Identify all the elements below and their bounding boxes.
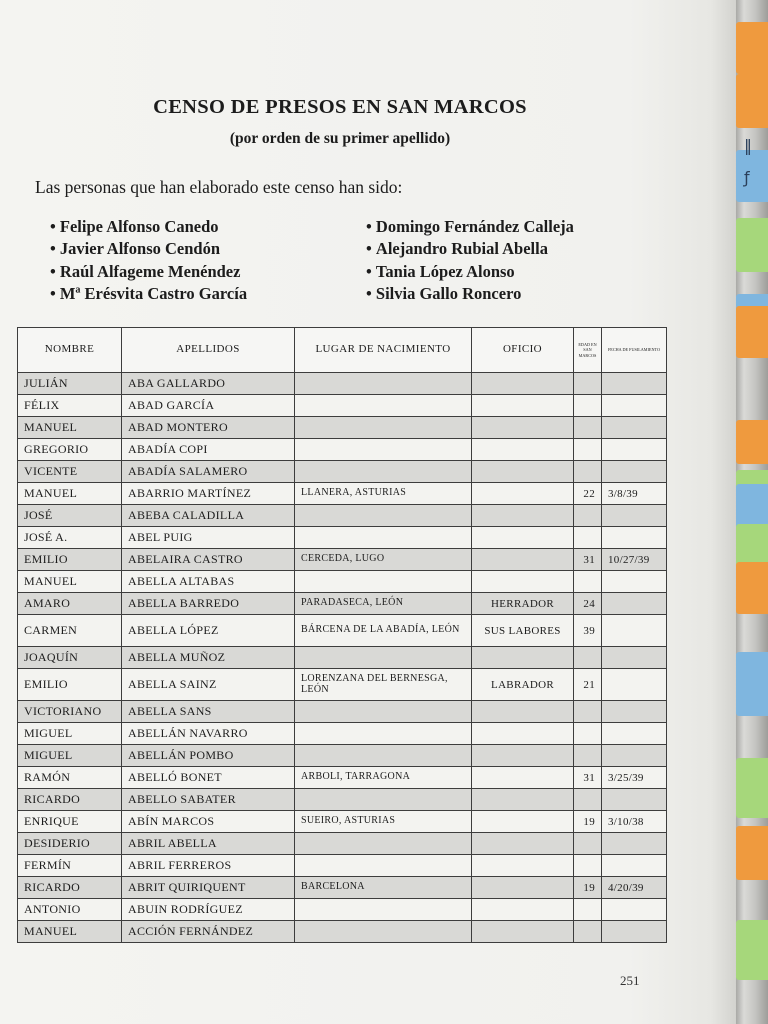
cell-apellidos: ABA GALLARDO [122,373,295,395]
cell-fecha [602,789,667,811]
table-row [18,877,667,899]
cell-lugar [295,571,472,593]
index-tab [736,420,768,464]
page-number: 251 [620,973,640,988]
cell-nombre: JOSÉ [18,505,122,527]
table-row [18,483,667,505]
cell-edad: 39 [574,615,602,647]
cell-lugar [295,701,472,723]
table-row [18,767,667,789]
index-tab [736,758,768,818]
cell-lugar [295,395,472,417]
cell-nombre: MANUEL [18,417,122,439]
table-row [18,811,667,833]
document-subtitle: (por orden de su primer apellido) [229,130,451,147]
cell-apellidos: ABEL PUIG [122,527,295,549]
cell-apellidos: ABEBA CALADILLA [122,505,295,527]
author-item: • Domingo Fernández Calleja [366,216,574,238]
cell-nombre: ANTONIO [18,899,122,921]
authors-list-right [366,216,574,305]
cell-lugar: LLANERA, ASTURIAS [295,483,472,505]
cell-oficio [472,877,574,899]
cell-lugar: CERCEDA, LUGO [295,549,472,571]
tab-pen-mark-icon: ‖ [744,136,752,155]
index-tab [736,218,768,272]
cell-apellidos: ABELLÁN POMBO [122,745,295,767]
cell-edad [574,647,602,669]
cell-oficio [472,647,574,669]
cell-lugar: PARADASECA, LEÓN [295,593,472,615]
cell-oficio [472,745,574,767]
cell-nombre: MIGUEL [18,745,122,767]
author-item: • Alejandro Rubial Abella [366,238,574,260]
cell-oficio: HERRADOR [472,593,574,615]
author-item: • Silvia Gallo Roncero [366,283,574,305]
header-lugar: LUGAR DE NACIMIENTO [295,328,472,373]
cell-nombre: MANUEL [18,483,122,505]
cell-oficio [472,549,574,571]
cell-edad: 21 [574,669,602,701]
cell-fecha: 3/8/39 [602,483,667,505]
cell-lugar [295,921,472,943]
cell-nombre: MANUEL [18,571,122,593]
cell-edad [574,373,602,395]
cell-fecha [602,833,667,855]
cell-lugar: SUEIRO, ASTURIAS [295,811,472,833]
cell-edad [574,921,602,943]
cell-oficio [472,921,574,943]
cell-edad [574,745,602,767]
cell-nombre: FÉLIX [18,395,122,417]
cell-fecha [602,373,667,395]
table-row [18,723,667,745]
table-row [18,439,667,461]
cell-nombre: RICARDO [18,789,122,811]
cell-oficio [472,395,574,417]
cell-edad [574,571,602,593]
table-row [18,527,667,549]
cell-fecha [602,921,667,943]
author-item: • Felipe Alfonso Canedo [50,216,247,238]
cell-lugar [295,833,472,855]
cell-oficio [472,527,574,549]
cell-nombre: GREGORIO [18,439,122,461]
cell-lugar [295,527,472,549]
cell-lugar [295,745,472,767]
cell-edad [574,461,602,483]
cell-apellidos: ABELLÓ BONET [122,767,295,789]
table-row [18,701,667,723]
table-row [18,899,667,921]
census-table [17,327,667,943]
cell-nombre: VICENTE [18,461,122,483]
cell-fecha [602,647,667,669]
cell-apellidos: ABAD GARCÍA [122,395,295,417]
cell-edad: 19 [574,811,602,833]
cell-oficio: SUS LABORES [472,615,574,647]
cell-lugar [295,439,472,461]
cell-nombre: JULIÁN [18,373,122,395]
cell-oficio [472,833,574,855]
cell-fecha [602,723,667,745]
cell-edad [574,789,602,811]
authors-list-left [50,216,247,305]
cell-oficio [472,571,574,593]
cell-lugar [295,789,472,811]
cell-apellidos: ABELLA LÓPEZ [122,615,295,647]
cell-fecha: 4/20/39 [602,877,667,899]
index-tab [736,652,768,716]
index-tab [736,562,768,614]
cell-apellidos: ABELAIRA CASTRO [122,549,295,571]
cell-edad: 22 [574,483,602,505]
cell-nombre: ENRIQUE [18,811,122,833]
cell-fecha: 3/10/38 [602,811,667,833]
index-tab [736,920,768,980]
table-row [18,669,667,701]
cell-apellidos: ABELLA SAINZ [122,669,295,701]
cell-oficio [472,461,574,483]
cell-lugar: LORENZANA DEL BERNESGA, LEÓN [295,669,472,701]
header-oficio: OFICIO [472,328,574,373]
cell-fecha [602,439,667,461]
cell-lugar [295,373,472,395]
cell-fecha [602,417,667,439]
cell-nombre: RAMÓN [18,767,122,789]
index-tab [736,150,768,202]
cell-oficio [472,811,574,833]
cell-apellidos: ABELLA BARREDO [122,593,295,615]
cell-apellidos: ABELLA ALTABAS [122,571,295,593]
header-nombre: NOMBRE [18,328,122,373]
table-row [18,593,667,615]
cell-lugar [295,899,472,921]
cell-apellidos: ACCIÓN FERNÁNDEZ [122,921,295,943]
cell-edad: 19 [574,877,602,899]
cell-nombre: CARMEN [18,615,122,647]
cell-edad [574,417,602,439]
cell-nombre: MIGUEL [18,723,122,745]
cell-edad [574,505,602,527]
cell-apellidos: ABELLÁN NAVARRO [122,723,295,745]
index-tab [736,22,768,74]
cell-fecha [602,855,667,877]
author-item: • Mª Erésvita Castro García [50,283,247,305]
cell-nombre: EMILIO [18,549,122,571]
cell-edad [574,701,602,723]
table-row [18,833,667,855]
cell-nombre: MANUEL [18,921,122,943]
cell-oficio [472,789,574,811]
table-header-row [18,328,667,373]
author-item: • Tania López Alonso [366,261,574,283]
cell-oficio: LABRADOR [472,669,574,701]
cell-oficio [472,899,574,921]
cell-lugar [295,505,472,527]
header-apellidos: APELLIDOS [122,328,295,373]
cell-fecha [602,745,667,767]
table-row [18,615,667,647]
author-item: • Raúl Alfageme Menéndez [50,261,247,283]
cell-apellidos: ABUIN RODRÍGUEZ [122,899,295,921]
cell-lugar: BÁRCENA DE LA ABADÍA, LEÓN [295,615,472,647]
cell-lugar: ARBOLI, TARRAGONA [295,767,472,789]
cell-apellidos: ABADÍA COPI [122,439,295,461]
cell-fecha [602,593,667,615]
cell-fecha [602,571,667,593]
cell-lugar: BARCELONA [295,877,472,899]
cell-oficio [472,417,574,439]
cell-apellidos: ABADÍA SALAMERO [122,461,295,483]
cell-edad: 31 [574,549,602,571]
cell-apellidos: ABARRIO MARTÍNEZ [122,483,295,505]
cell-nombre: VICTORIANO [18,701,122,723]
intro-text: Las personas que han elaborado este censo han sido: [35,177,403,197]
cell-lugar [295,417,472,439]
cell-nombre: DESIDERIO [18,833,122,855]
cell-edad [574,723,602,745]
table-row [18,373,667,395]
table-row [18,921,667,943]
cell-oficio [472,701,574,723]
cell-edad: 24 [574,593,602,615]
cell-edad [574,855,602,877]
table-row [18,855,667,877]
table-row [18,647,667,669]
cell-edad: 31 [574,767,602,789]
index-tab [736,306,768,358]
author-item: • Javier Alfonso Cendón [50,238,247,260]
table-row [18,789,667,811]
cell-nombre: FERMÍN [18,855,122,877]
cell-lugar [295,855,472,877]
cell-fecha [602,701,667,723]
cell-apellidos: ABRIL ABELLA [122,833,295,855]
cell-oficio [472,373,574,395]
cell-fecha [602,461,667,483]
cell-edad [574,833,602,855]
cell-lugar [295,647,472,669]
cell-oficio [472,767,574,789]
table-row [18,571,667,593]
table-body [18,373,667,943]
table-row [18,745,667,767]
cell-nombre: JOSÉ A. [18,527,122,549]
cell-fecha [602,669,667,701]
cell-edad [574,527,602,549]
cell-lugar [295,461,472,483]
cell-fecha [602,899,667,921]
cell-fecha [602,395,667,417]
cell-apellidos: ABELLA SANS [122,701,295,723]
document-title: CENSO DE PRESOS EN SAN MARCOS [153,96,527,118]
cell-fecha [602,615,667,647]
cell-oficio [472,855,574,877]
table-row [18,395,667,417]
cell-lugar [295,723,472,745]
header-fecha: FECHA DE FUSILAMIENTO [602,328,667,373]
table-row [18,461,667,483]
cell-nombre: EMILIO [18,669,122,701]
cell-apellidos: ABRIL FERREROS [122,855,295,877]
cell-edad [574,439,602,461]
table-row [18,417,667,439]
cell-nombre: JOAQUÍN [18,647,122,669]
cell-fecha [602,527,667,549]
cell-apellidos: ABELLO SABATER [122,789,295,811]
cell-edad [574,899,602,921]
cell-nombre: RICARDO [18,877,122,899]
header-edad: EDAD EN SAN MARCOS [574,328,602,373]
cell-oficio [472,723,574,745]
cell-apellidos: ABELLA MUÑOZ [122,647,295,669]
index-tab [736,826,768,880]
cell-apellidos: ABAD MONTERO [122,417,295,439]
cell-fecha [602,505,667,527]
cell-nombre: AMARO [18,593,122,615]
cell-apellidos: ABÍN MARCOS [122,811,295,833]
cell-oficio [472,483,574,505]
cell-apellidos: ABRIT QUIRIQUENT [122,877,295,899]
table-row [18,505,667,527]
index-tab [736,74,768,128]
cell-oficio [472,505,574,527]
cell-fecha: 3/25/39 [602,767,667,789]
cell-edad [574,395,602,417]
cell-fecha: 10/27/39 [602,549,667,571]
cell-oficio [472,439,574,461]
table-row [18,549,667,571]
tab-pen-mark-icon: ƒ [744,168,750,187]
